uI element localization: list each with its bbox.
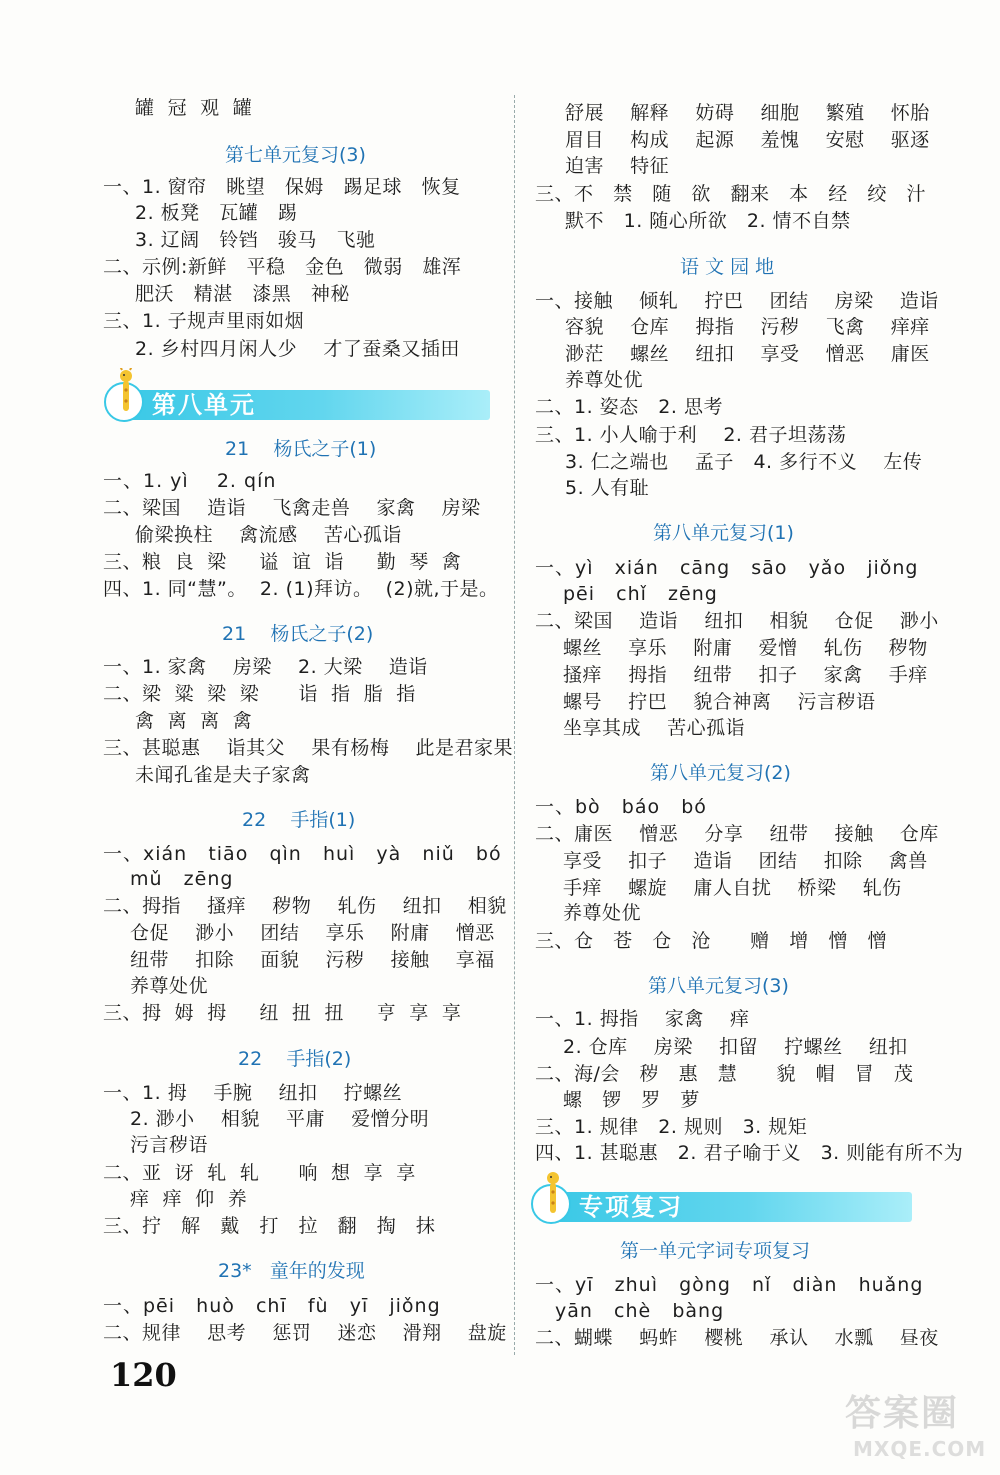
answer-line: 三、拇 姆 拇 纽 扭 扭 亨 享 享 xyxy=(103,1002,462,1024)
section-title: 语 文 园 地 xyxy=(680,256,775,278)
answer-line: 四、1. 同“慧”。 2. (1)拜访。 (2)就,于是。 xyxy=(103,578,499,600)
section-title: 22 手指(1) xyxy=(242,809,356,831)
answer-line: 渺茫 螺丝 纽扣 享受 憎恶 庸医 xyxy=(565,343,930,365)
banner-title: 专项复习 xyxy=(579,1193,683,1221)
answer-line: 2. 板凳 瓦罐 踢 xyxy=(135,202,298,224)
answer-line: 搔痒 拇指 纽带 扣子 家禽 手痒 xyxy=(563,664,928,686)
answer-line: 3. 辽阔 铃铛 骏马 飞驰 xyxy=(135,229,376,251)
answer-line: 二、1. 姿态 2. 思考 xyxy=(535,396,723,418)
answer-line: 眉目 构成 起源 羞愧 安慰 驱逐 xyxy=(565,129,930,151)
section-title: 第八单元复习(1) xyxy=(653,522,794,544)
answer-line: 一、pēi huò chī fù yī jiǒng xyxy=(103,1295,441,1317)
section-title: 第一单元字词专项复习 xyxy=(620,1240,811,1262)
answer-line: pēi chǐ zēng xyxy=(563,583,718,605)
answer-line: 三、仓 苍 仓 沧 赠 增 憎 憎 xyxy=(535,930,887,952)
unit-banner xyxy=(527,1182,912,1226)
answer-line: 二、蝴蝶 蚂蚱 樱桃 承认 水瓢 昼夜 xyxy=(535,1327,939,1349)
answer-line: 三、粮 良 梁 谥 谊 诣 勤 琴 禽 xyxy=(103,551,462,573)
answer-line: 二、梁 粱 梁 梁 诣 指 脂 指 xyxy=(103,683,416,705)
watermark-bottom: MXQE.COM xyxy=(853,1437,987,1461)
section-title: 第八单元复习(2) xyxy=(650,762,791,784)
answer-line: 一、1. 窗帘 眺望 保姆 踢足球 恢复 xyxy=(103,176,461,198)
answer-line: yān chè bàng xyxy=(555,1300,725,1322)
watermark-top: 答案圈 xyxy=(845,1393,960,1434)
answer-line: 默不 1. 随心所欲 2. 情不自禁 xyxy=(565,210,851,232)
answer-line: 四、1. 甚聪惠 2. 君子喻于义 3. 则能有所不为 xyxy=(535,1142,964,1164)
section-title: 第八单元复习(3) xyxy=(648,975,789,997)
answer-line: 未闻孔雀是夫子家禽 xyxy=(135,764,311,786)
section-title: 第七单元复习(3) xyxy=(225,144,366,166)
answer-line: 螺号 拧巴 貌合神离 污言秽语 xyxy=(563,691,876,713)
answer-line: 螺 锣 罗 萝 xyxy=(563,1089,700,1111)
answer-line: 容貌 仓库 拇指 污秽 飞禽 痒痒 xyxy=(565,316,930,338)
answer-line: 三、1. 小人喻于利 2. 君子坦荡荡 xyxy=(535,424,847,446)
answer-line: 养尊处优 xyxy=(130,975,209,997)
answer-line: 一、bò báo bó xyxy=(535,796,707,818)
banner-title: 第八单元 xyxy=(152,391,256,419)
answer-line: 二、示例:新鲜 平稳 金色 微弱 雄浑 xyxy=(103,256,462,278)
answer-line: 二、庸医 憎恶 分享 纽带 接触 仓库 xyxy=(535,823,939,845)
answer-line: 迫害 特征 xyxy=(565,155,670,177)
answer-line: 三、不 禁 随 欲 翻来 本 经 绞 汁 xyxy=(535,183,926,205)
answer-line: 仓促 渺小 团结 享乐 附庸 憎恶 xyxy=(130,922,495,944)
answer-line: 一、yī zhuì gòng nǐ diàn huǎng xyxy=(535,1274,924,1296)
answer-line: 一、xián tiāo qìn huì yà niǔ bó xyxy=(103,843,502,865)
answer-line: 禽 离 离 禽 xyxy=(135,710,253,732)
answer-line: 三、1. 子规声里雨如烟 xyxy=(103,310,305,332)
answer-line: 一、接触 倾轧 拧巴 团结 房梁 造诣 xyxy=(535,290,939,312)
answer-line: 手痒 螺旋 庸人自扰 桥梁 轧伤 xyxy=(563,877,902,899)
answer-line: 舒展 解释 妨碍 细胞 繁殖 怀胎 xyxy=(565,102,930,124)
answer-line: 养尊处优 xyxy=(565,369,644,391)
section-title: 23* 童年的发现 xyxy=(218,1260,365,1282)
answer-line: 坐享其成 苦心孤诣 xyxy=(563,717,746,739)
giraffe-icon xyxy=(541,1170,565,1220)
answer-line: 3. 仁之端也 孟子 4. 多行不义 左传 xyxy=(565,451,923,473)
answer-line: 一、1. 家禽 房梁 2. 大梁 造诣 xyxy=(103,656,428,678)
section-title: 22 手指(2) xyxy=(238,1048,352,1070)
answer-line: 2. 仓库 房梁 扣留 拧螺丝 纽扣 xyxy=(563,1036,908,1058)
watermark xyxy=(845,1385,995,1470)
answer-line: 二、梁国 造诣 飞禽走兽 家禽 房梁 xyxy=(103,497,481,519)
answer-line: 养尊处优 xyxy=(563,902,642,924)
answer-line: 污言秽语 xyxy=(130,1134,209,1156)
answer-line: 二、梁国 造诣 纽扣 相貌 仓促 渺小 xyxy=(535,610,939,632)
answer-line: 痒 痒 仰 养 xyxy=(130,1188,248,1210)
section-title: 21 杨氏之子(1) xyxy=(225,438,377,460)
answer-line: 一、1. 拇 手腕 纽扣 拧螺丝 xyxy=(103,1082,403,1104)
answer-line: 二、拇指 搔痒 秽物 轧伤 纽扣 相貌 xyxy=(103,895,507,917)
answer-line: 罐 冠 观 罐 xyxy=(135,97,253,119)
page-number: 120 xyxy=(110,1356,177,1394)
answer-line: 纽带 扣除 面貌 污秽 接触 享福 xyxy=(130,949,495,971)
answer-line: 2. 渺小 相貌 平庸 爱憎分明 xyxy=(130,1108,430,1130)
answer-line: 二、亚 讶 轧 轧 响 想 享 享 xyxy=(103,1162,416,1184)
answer-line: 一、yì xián cāng sāo yǎo jiǒng xyxy=(535,557,919,579)
answer-line: 一、1. 拇指 家禽 痒 xyxy=(535,1008,750,1030)
unit-banner xyxy=(100,380,490,424)
answer-line: 偷梁换柱 禽流感 苦心孤诣 xyxy=(135,524,402,546)
answer-line: 一、1. yì 2. qín xyxy=(103,470,277,492)
answer-line: 三、甚聪惠 诣其父 果有杨梅 此是君家果 xyxy=(103,737,513,759)
answer-line: 二、海/会 秽 惠 慧 貌 帽 冒 茂 xyxy=(535,1063,914,1085)
answer-line: 三、1. 规律 2. 规则 3. 规矩 xyxy=(535,1116,808,1138)
answer-line: 二、规律 思考 惩罚 迷恋 滑翔 盘旋 xyxy=(103,1322,507,1344)
column-divider xyxy=(514,95,515,1355)
answer-line: mǔ zēng xyxy=(130,868,234,890)
answer-line: 三、拧 解 戴 打 拉 翻 掏 抹 xyxy=(103,1215,436,1237)
answer-line: 5. 人有耻 xyxy=(565,477,650,499)
giraffe-icon xyxy=(114,368,138,418)
section-title: 21 杨氏之子(2) xyxy=(222,623,374,645)
answer-line: 享受 扣子 造诣 团结 扣除 禽兽 xyxy=(563,850,928,872)
answer-line: 肥沃 精湛 漆黑 神秘 xyxy=(135,283,350,305)
answer-line: 螺丝 享乐 附庸 爱憎 轧伤 秽物 xyxy=(563,637,928,659)
answer-line: 2. 乡村四月闲人少 才了蚕桑又插田 xyxy=(135,338,460,360)
